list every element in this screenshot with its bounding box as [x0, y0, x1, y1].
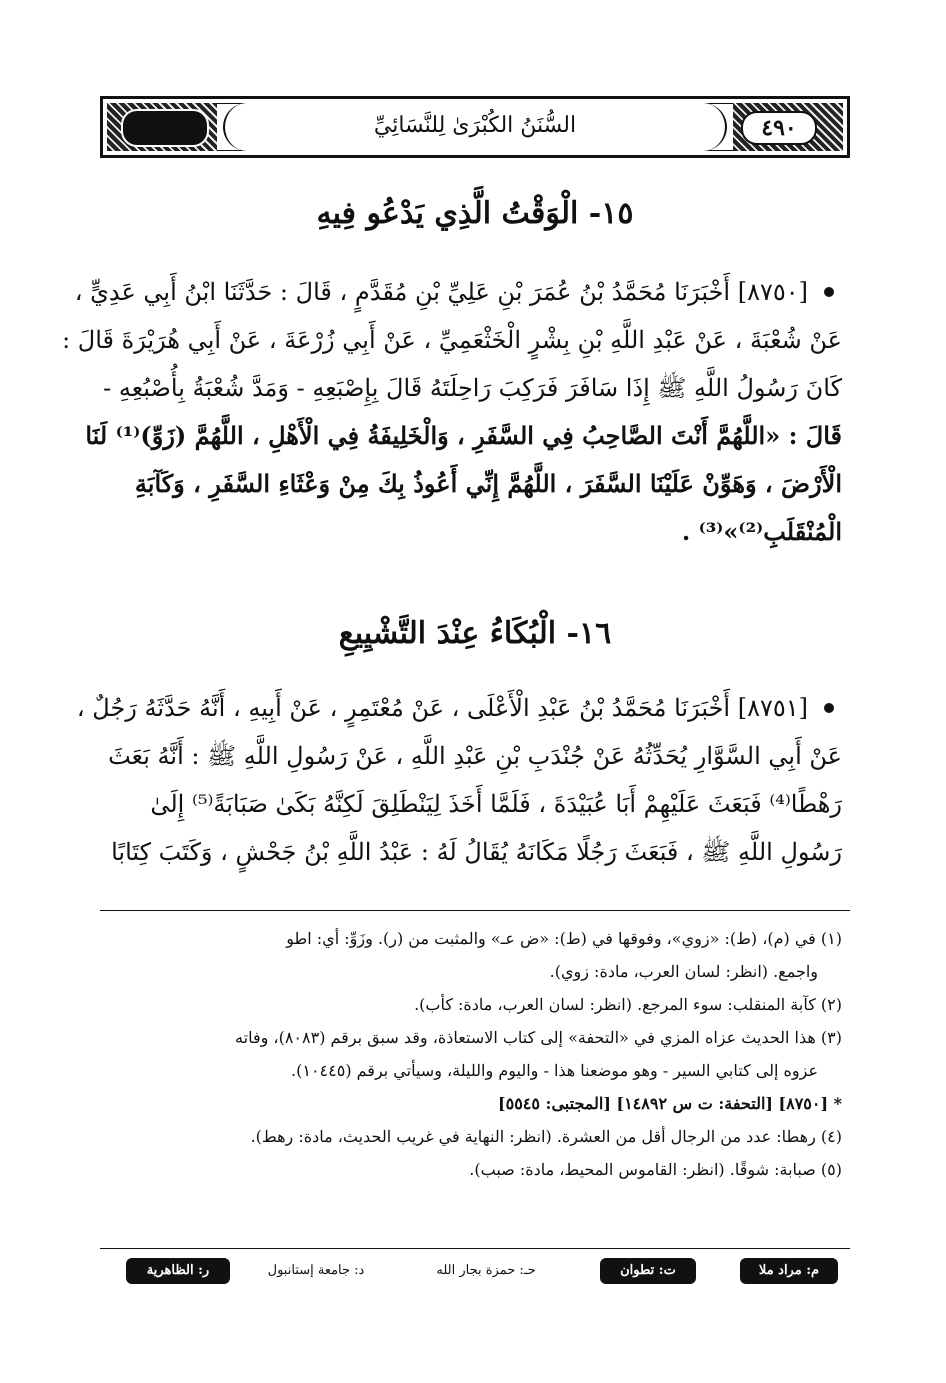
hadith-8751-line-1: [٨٧٥١] أَخْبَرَنَا مُحَمَّدُ بْنُ عَبْدِ الْأَعْلَى ، عَنْ مُعْتَمِرٍ ، عَنْ أَبِيهِ ، أَنَّهُ حَدَّثَهُ رَجُلٌ ، [76, 694, 808, 722]
hadith-8751-line-2: عَنْ أَبِي السَّوَّارِ يُحَدِّثُهُ عَنْ جُنْدَبِ بْنِ عَبْدِ اللَّهِ ، عَنْ رَسُولِ اللَّهِ ﷺ : أَنَّهُ بَعَثَ [108, 742, 842, 770]
hadith-8750-line-3: كَانَ رَسُولُ اللَّهِ ﷺ إِذَا سَافَرَ فَرَكِبَ رَاحِلَتَهُ قَالَ بِإِصْبَعِهِ - وَمَدَّ شُعْبَةُ بِأُصْبُعِهِ - [103, 374, 842, 402]
hadith-8751-line-3: رَهْطًا⁽⁴⁾ فَبَعَثَ عَلَيْهِمْ أَبَا عُبَيْدَةَ ، فَلَمَّا أَخَذَ لِيَنْطَلِقَ لَكِنَّهُ بَكَىٰ صَبَابَةً⁽⁵⁾ إِلَىٰ [150, 790, 842, 818]
hadith-8751 [76, 684, 842, 876]
footnote-3: (٣) هذا الحديث عزاه المزي في «التحفة» إلى كتاب الاستعاذة، وقد سبق برقم (٨٠٨٣)، وفاته [235, 1028, 842, 1047]
sources-divider [100, 1248, 850, 1249]
book-logo [121, 109, 209, 147]
source-m: م: مراد ملا [740, 1258, 838, 1284]
hadith-8750-line-4: قَالَ : «اللَّهُمَّ أَنْتَ الصَّاحِبُ فِي السَّفَرِ ، وَالْخَلِيفَةُ فِي الْأَهْلِ ، اللَّهُمَّ (زَوِّ)⁽¹⁾ لَنَا [85, 421, 842, 450]
footnote-1: (١) في (م)، (ط): «زوي»، وفوقها في (ط): «ض عـ» والمثبت من (ر). وزَوِّ: أي: اطو [286, 929, 842, 948]
running-title: السُّنَنُ الكُبْرَىٰ لِلنَّسَائِيِّ [223, 103, 727, 151]
source-r: ر: الظاهرية [126, 1258, 230, 1284]
footnote-3-cont: عزوه إلى كتابي السير - وهو موضعنا هذا - واليوم والليلة، وسيأتي برقم (١٠٤٤٥). [291, 1061, 818, 1080]
hadith-8750 [62, 268, 842, 556]
footnote-2: (٢) كآبة المنقلب: سوء المرجع. (انظر: لسان العرب، مادة: كأب). [414, 995, 842, 1014]
source-d: د: جامعة إستانبول [267, 1263, 365, 1278]
hadith-8750-line-1: [٨٧٥٠] أَخْبَرَنَا مُحَمَّدُ بْنُ عُمَرَ بْنِ عَلِيِّ بْنِ مُقَدَّمٍ ، قَالَ : حَدَّثَنَا ابْنُ أَبِي عَدِيٍّ ، [74, 278, 808, 306]
hadith-8750-line-6: الْمُنْقَلَبِ⁽²⁾»⁽³⁾ . [681, 517, 842, 546]
footnote-4: (٤) رهطا: عدد من الرجال أقل من العشرة. (انظر: النهاية في غريب الحديث، مادة: رهط). [250, 1127, 842, 1146]
footnote-5: (٥) صبابة: شوقًا. (انظر: القاموس المحيط، مادة: صبب). [469, 1160, 842, 1179]
takhrij-note: * [٨٧٥٠] [التحفة: ت س ١٤٨٩٢] [المجتبى: ٥٥٤٥] [498, 1094, 842, 1113]
footnote-1-cont: واجمع. (انظر: لسان العرب، مادة: زوي). [549, 962, 818, 981]
footnote-divider [100, 910, 850, 911]
source-t: ت: تطوان [600, 1258, 696, 1284]
page-header [100, 96, 850, 158]
footnotes [100, 922, 842, 1186]
hadith-8750-line-5: الْأَرْضَ ، وَهَوِّنْ عَلَيْنَا السَّفَرَ ، اللَّهُمَّ إِنِّي أَعُوذُ بِكَ مِنْ وَعْثَاءِ السَّفَرِ ، وَكَآبَةِ [134, 469, 842, 498]
section-15-heading: ١٥- الْوَقْتُ الَّذِي يَدْعُو فِيهِ [316, 196, 634, 231]
source-h: حـ: حمزة بجار الله [436, 1263, 536, 1278]
hadith-8750-line-2: عَنْ شُعْبَةَ ، عَنْ عَبْدِ اللَّهِ بْنِ بِشْرٍ الْخَثْعَمِيِّ ، عَنْ أَبِي زُرْعَةَ ، عَنْ أَبِي هُرَيْرَةَ قَالَ : [62, 326, 842, 354]
page-number: ٤٩٠ [741, 111, 817, 145]
section-16-heading: ١٦- الْبُكَاءُ عِنْدَ التَّشْيِيعِ [338, 616, 612, 651]
hadith-8751-line-4: رَسُولِ اللَّهِ ﷺ ، فَبَعَثَ رَجُلًا مَكَانَهُ يُقَالُ لَهُ : عَبْدُ اللَّهِ بْنُ جَحْشٍ ، وَكَتَبَ كِتَابًا [111, 838, 842, 866]
